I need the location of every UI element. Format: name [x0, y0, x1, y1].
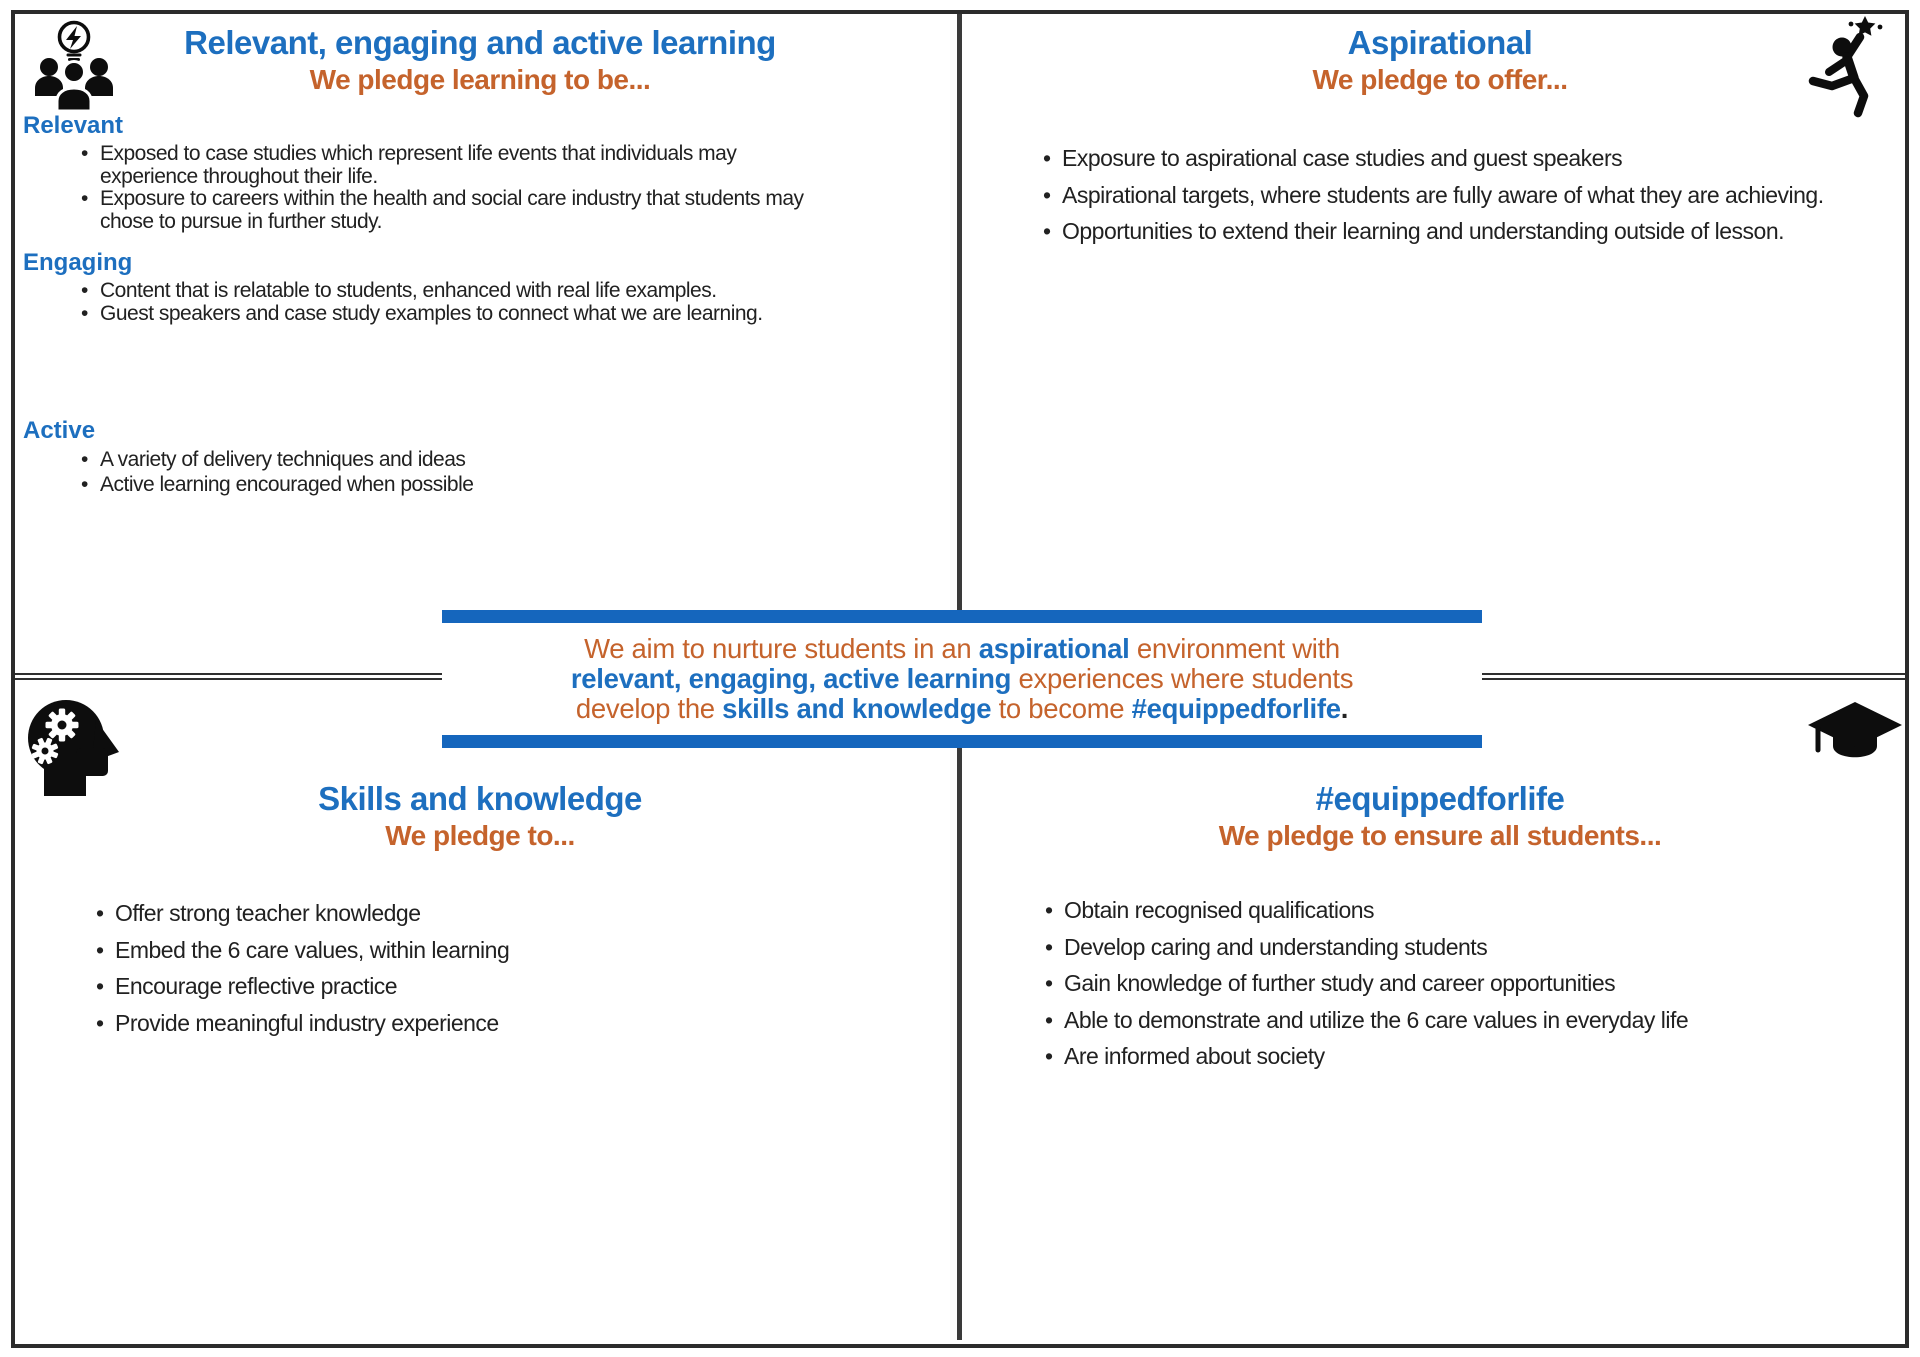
bullet-item: • A variety of delivery techniques and ideas: [81, 448, 815, 473]
section-label-active: Active: [23, 417, 96, 444]
mission-line: [442, 694, 1482, 724]
top-right-title: Aspirational: [1347, 24, 1533, 61]
section-label-engaging: Engaging: [23, 249, 133, 276]
mission-segment: #equippedforlife: [1131, 693, 1341, 724]
bullet-item: • Gain knowledge of further study and career opportunities: [1045, 965, 1844, 1002]
mission-segment: skills and knowledge: [722, 693, 992, 724]
engaging-bullet-list: [81, 280, 823, 325]
top-right-header: [960, 24, 1920, 96]
mission-segment: experiences where students: [1011, 663, 1354, 694]
bottom-left-header: [0, 780, 960, 852]
bullet-item: • Exposure to aspirational case studies and guest speakers: [1043, 140, 1827, 177]
bottom-left-subtitle: We pledge to...: [385, 820, 575, 851]
top-left-title: Relevant, engaging and active learning: [184, 24, 776, 61]
bottom-left-bullet-list: [96, 895, 876, 1041]
bottom-left-title: Skills and knowledge: [318, 780, 642, 817]
bullet-item: • Aspirational targets, where students are fully aware of what they are achieving.: [1043, 177, 1827, 214]
mission-statement-box: [442, 610, 1482, 748]
bullet-item: • Are informed about society: [1045, 1038, 1844, 1075]
bullet-item: • Exposure to careers within the health and social care industry that students may chose to pursue in further study.: [81, 188, 815, 233]
bottom-right-bullet-list: [1045, 892, 1845, 1075]
horizontal-divider-left: [15, 673, 442, 680]
horizontal-divider-right: [1482, 673, 1905, 680]
bottom-right-subtitle: We pledge to ensure all students...: [1218, 820, 1662, 851]
bullet-item: • Embed the 6 care values, within learning: [96, 932, 875, 969]
top-left-content: [23, 112, 823, 497]
mission-segment: aspirational: [978, 633, 1130, 664]
mission-statement-text: [442, 623, 1482, 735]
bottom-right-title: #equippedforlife: [1315, 780, 1565, 817]
bullet-item: • Opportunities to extend their learning and understanding outside of lesson.: [1043, 213, 1827, 250]
top-blue-bar: [442, 610, 1482, 623]
bottom-blue-bar: [442, 735, 1482, 748]
top-right-bullet-list: [1043, 140, 1833, 250]
bullet-item: • Develop caring and understanding students: [1045, 929, 1844, 966]
bullet-item: • Guest speakers and case study examples to connect what we are learning.: [81, 303, 815, 326]
mission-line: [442, 664, 1482, 694]
top-left-header: [0, 24, 960, 96]
bottom-right-header: [960, 780, 1920, 852]
mission-segment: .: [1340, 693, 1349, 724]
active-bullet-list: [81, 448, 823, 497]
bullet-item: • Exposed to case studies which represent life events that individuals may experience throughout their life.: [81, 143, 815, 188]
bullet-item: • Offer strong teacher knowledge: [96, 895, 875, 932]
mission-segment: develop the: [575, 693, 723, 724]
mission-segment: to become: [991, 693, 1132, 724]
bullet-item: • Active learning encouraged when possible: [81, 473, 815, 498]
section-label-relevant: Relevant: [23, 112, 124, 139]
top-left-subtitle: We pledge learning to be...: [309, 64, 651, 95]
mission-segment: environment with: [1129, 633, 1340, 664]
bullet-item: • Able to demonstrate and utilize the 6 care values in everyday life: [1045, 1002, 1844, 1039]
mission-segment: We aim to nurture students in an: [584, 633, 979, 664]
top-right-subtitle: We pledge to offer...: [1312, 64, 1568, 95]
bullet-item: • Obtain recognised qualifications: [1045, 892, 1844, 929]
mission-segment: relevant, engaging, active learning: [570, 663, 1012, 694]
graduation-cap-icon: [1806, 700, 1904, 778]
bullet-item: • Content that is relatable to students, enhanced with real life examples.: [81, 280, 815, 303]
mission-line: [442, 634, 1482, 664]
relevant-bullet-list: [81, 143, 823, 233]
bullet-item: • Provide meaningful industry experience: [96, 1005, 875, 1042]
bullet-item: • Encourage reflective practice: [96, 968, 875, 1005]
